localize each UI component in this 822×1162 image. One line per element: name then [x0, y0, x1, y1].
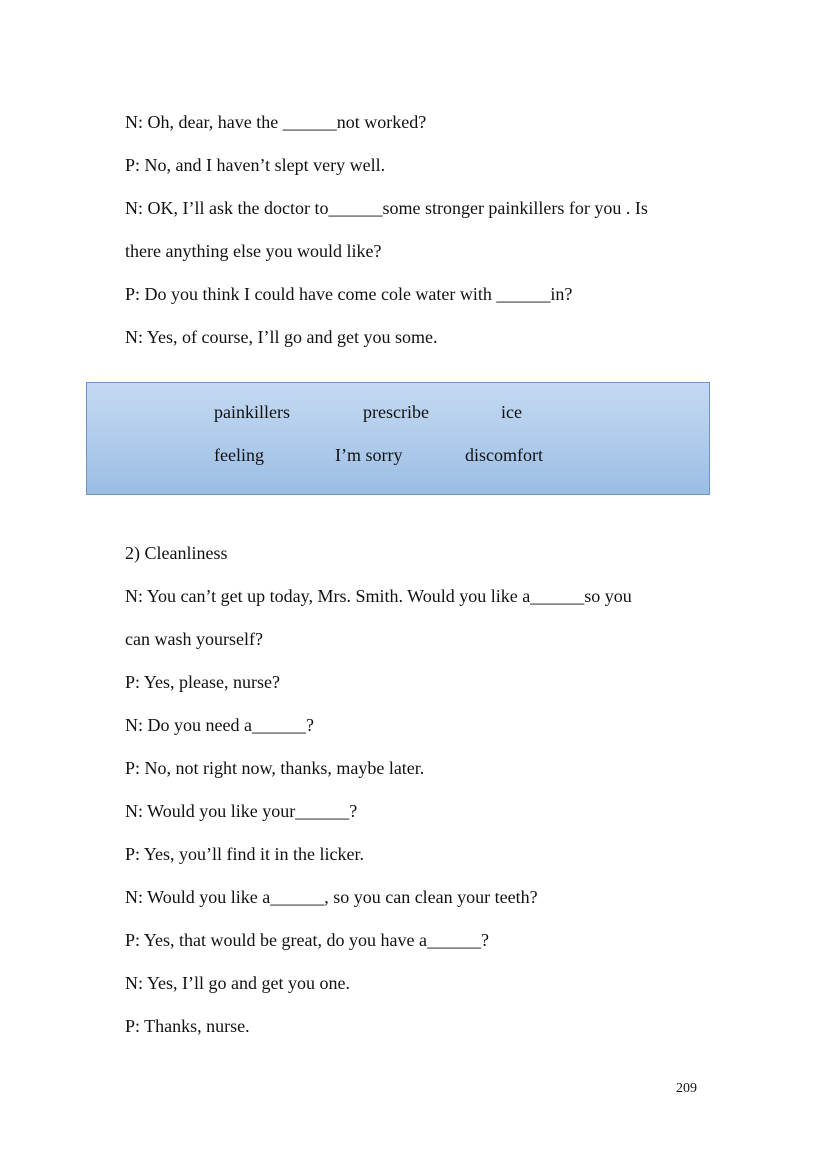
word-bank-box: [86, 382, 710, 495]
dialogue-line: P: No, not right now, thanks, maybe later.: [125, 758, 425, 778]
page-number: 209: [676, 1081, 697, 1096]
dialogue-line: P: Thanks, nurse.: [125, 1016, 250, 1036]
dialogue-line: P: Yes, you’ll find it in the licker.: [125, 844, 365, 864]
dialogue-line: can wash yourself?: [125, 629, 263, 649]
dialogue-line: N: Oh, dear, have the ______not worked?: [125, 112, 427, 132]
dialogue-line: N: Yes, of course, I’ll go and get you some.: [125, 327, 438, 347]
dialogue-line: N: Yes, I’ll go and get you one.: [125, 973, 350, 993]
word-bank-item: painkillers: [214, 402, 290, 422]
dialogue-line: N: You can’t get up today, Mrs. Smith. Would you like a______so you: [125, 586, 632, 606]
dialogue-line: P: Do you think I could have come cole water with ______in?: [125, 284, 573, 304]
word-bank-item: feeling: [214, 445, 264, 465]
dialogue-line: N: Do you need a______?: [125, 715, 314, 735]
word-bank-item: ice: [501, 402, 522, 422]
dialogue-line: P: Yes, that would be great, do you have a______?: [125, 930, 489, 950]
dialogue-line: N: Would you like your______?: [125, 801, 358, 821]
section-heading: 2) Cleanliness: [125, 543, 228, 563]
dialogue-line: P: No, and I haven’t slept very well.: [125, 155, 386, 175]
word-bank-item: I’m sorry: [335, 445, 403, 465]
dialogue-line: P: Yes, please, nurse?: [125, 672, 280, 692]
dialogue-line: N: OK, I’ll ask the doctor to______some stronger painkillers for you . Is: [125, 198, 648, 218]
dialogue-line: there anything else you would like?: [125, 241, 382, 261]
dialogue-line: N: Would you like a______, so you can clean your teeth?: [125, 887, 538, 907]
word-bank-item: prescribe: [363, 402, 429, 422]
word-bank-item: discomfort: [465, 445, 543, 465]
